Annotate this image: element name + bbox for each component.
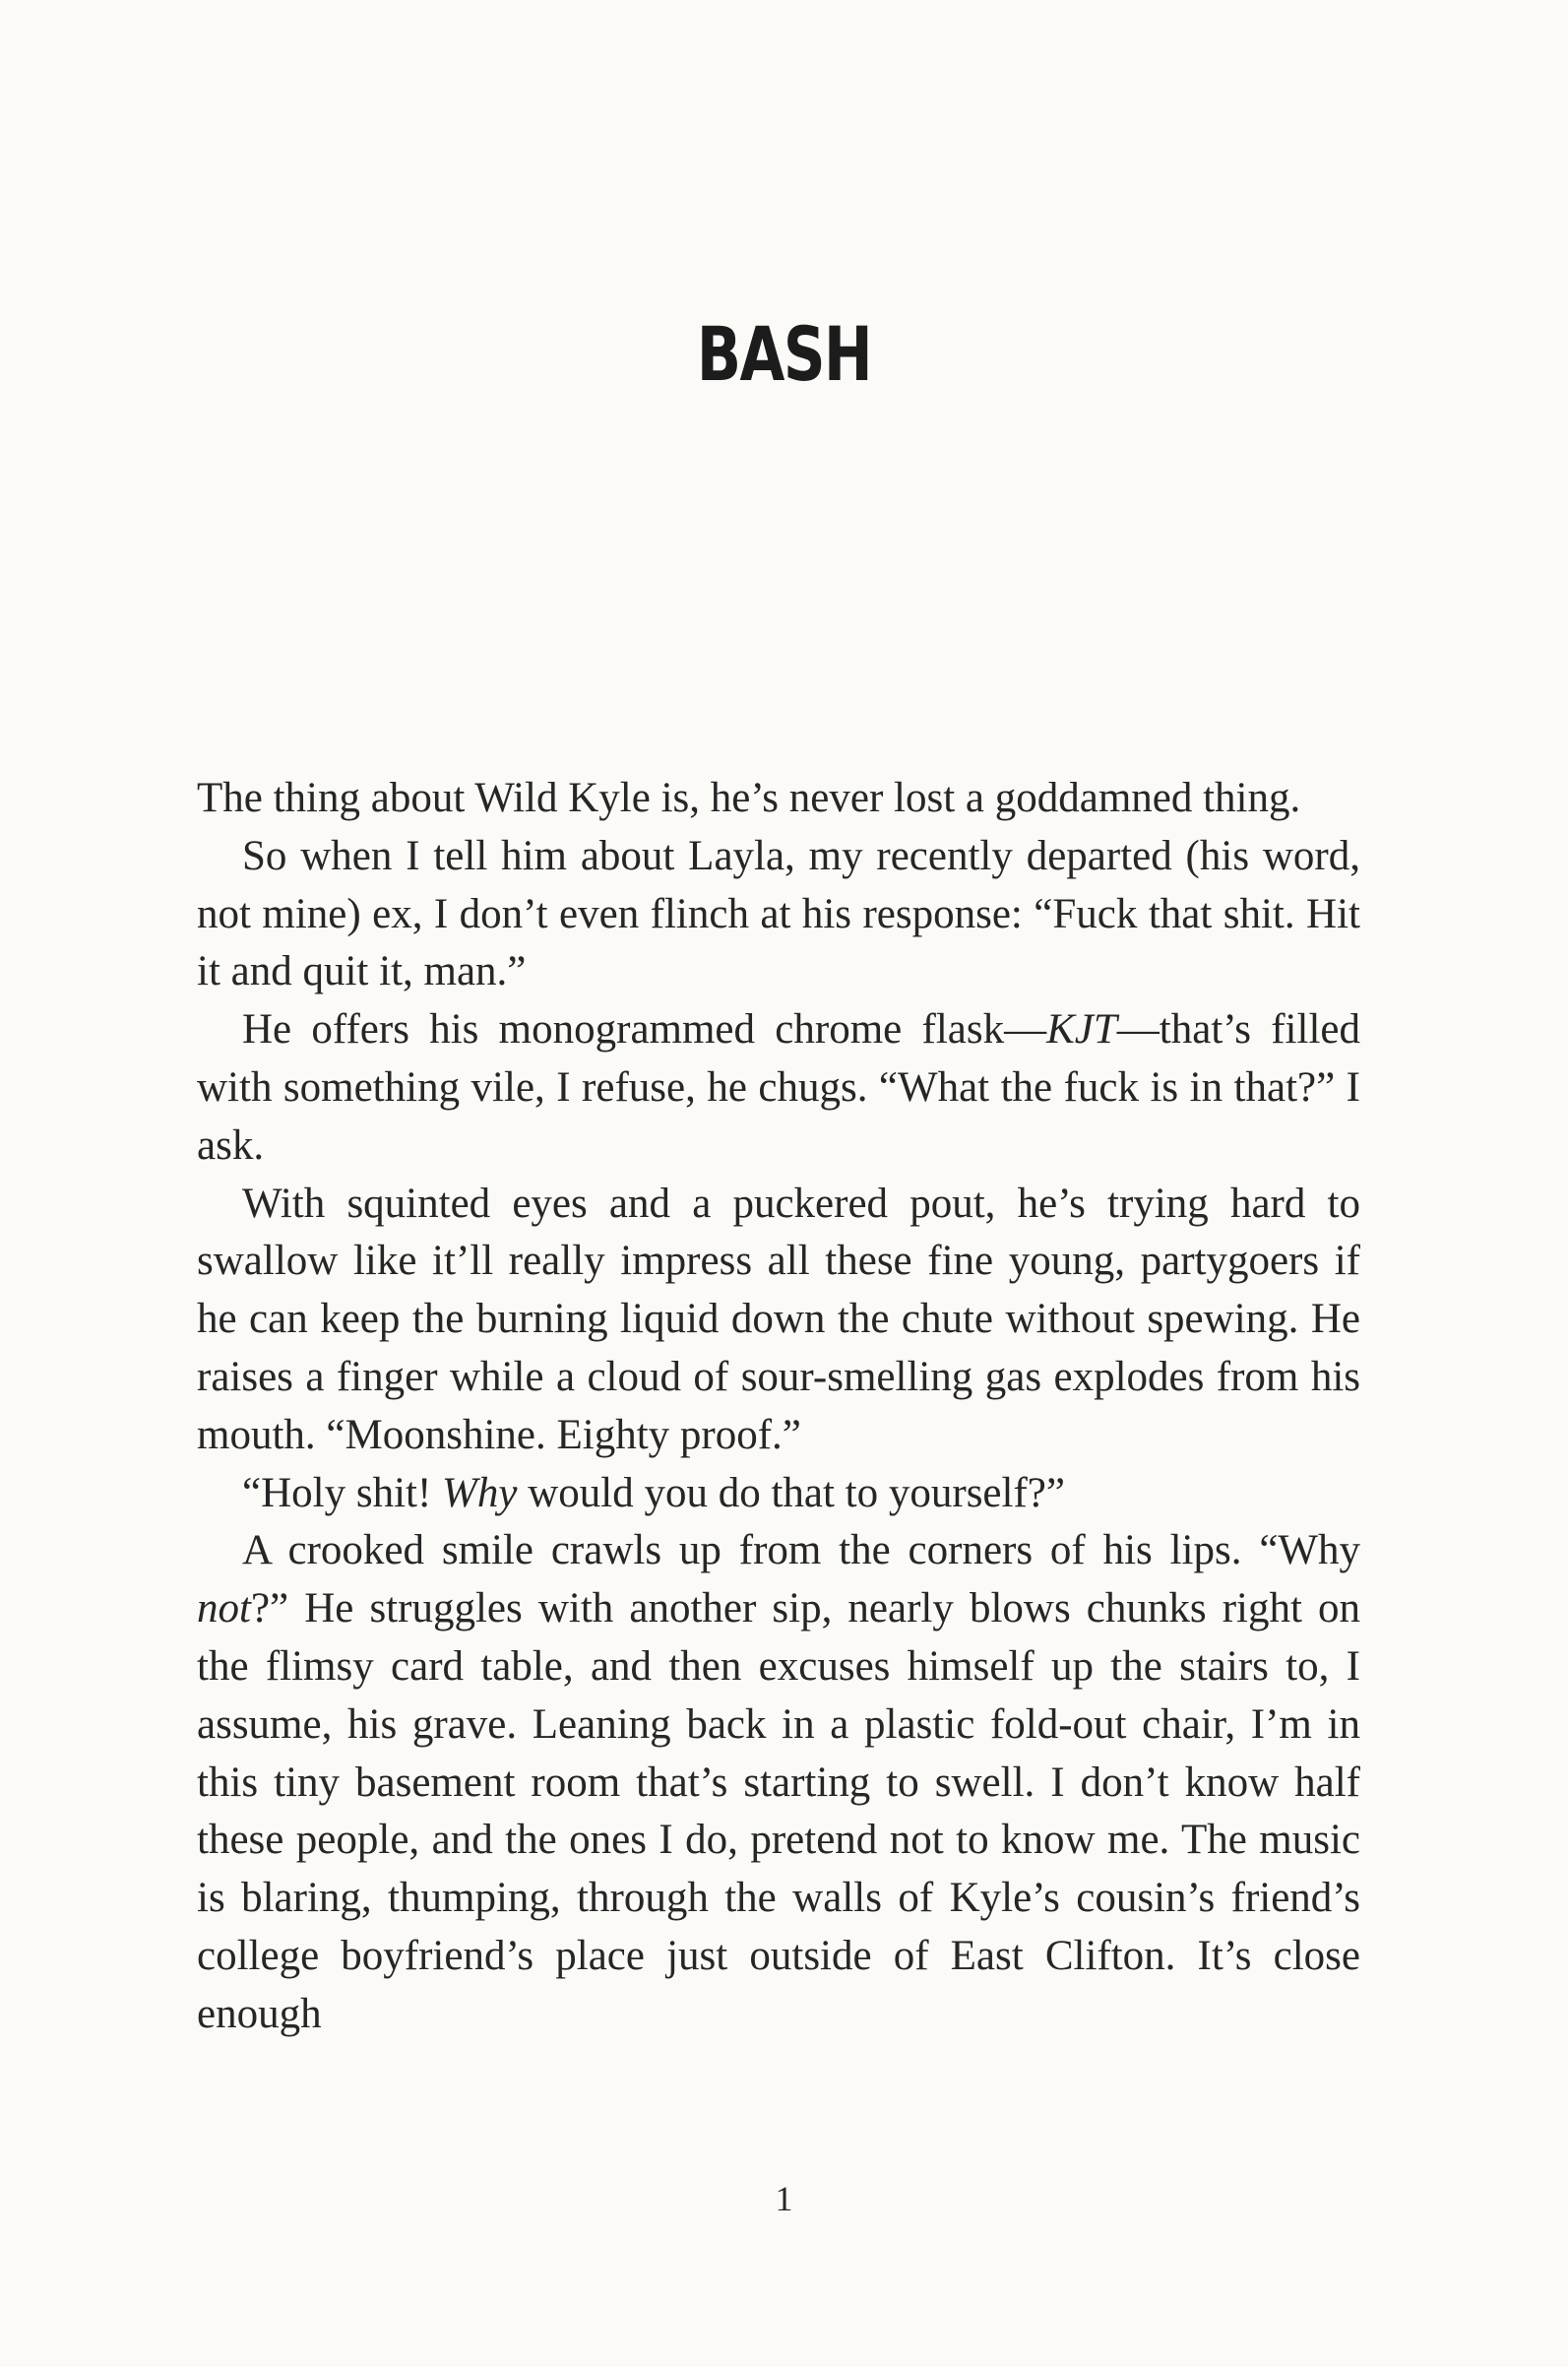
paragraph: The thing about Wild Kyle is, he’s never lost a goddamned thing. [197,775,1301,821]
emphasis-text: Why [442,1469,518,1516]
paragraph [197,1001,1360,1175]
body-text [197,770,1360,2044]
emphasis-text: KJT [1046,1006,1117,1054]
paragraph-text: —that’s filled with something vile, I refuse, he chugs. “What the fuck is in that?” I ask. [197,1006,1360,1169]
emphasis-text: not [197,1585,251,1632]
paragraph [197,1522,1360,2043]
paragraph: With squinted eyes and a puckered pout, he’s trying hard to swallow like it’ll really impress all these fine young, partygoers if he can keep the burning liquid down the chute without spewing. He raises a finger while a cloud of sour-smelling gas explodes from his mouth. “Moonshine. Eighty proof.” [197,1180,1360,1458]
paragraph [197,1465,1360,1523]
chapter-title: BASH [696,310,872,398]
paragraph-text: A crooked smile crawls up from the corners of his lips. “Why [242,1527,1360,1574]
paragraph: So when I tell him about Layla, my recently departed (his word, not mine) ex, I don’t even flinch at his response: “Fuck that shit. Hit it and quit it, man.” [197,832,1360,995]
paragraph-text: “Holy shit! [242,1469,443,1516]
page-number: 1 [775,2179,793,2218]
paragraph-text: ?” He struggles with another sip, nearly blows chunks right on the flimsy card table, and then excuses himself up the stairs to, I assume, his grave. Leaning back in a plastic fold-out chair, I’m in this tiny basement room that’s starting to swell. I don’t know half these people, and the ones I do, pretend not to know me. The music is blaring, thumping, through the walls of Kyle’s cousin’s friend’s college boyfriend’s place just outside of East Clifton. It’s close enough [197,1585,1360,2037]
paragraph-text: He offers his monogrammed chrome flask— [242,1006,1047,1054]
paragraph-text: would you do that to yourself?” [517,1469,1065,1516]
